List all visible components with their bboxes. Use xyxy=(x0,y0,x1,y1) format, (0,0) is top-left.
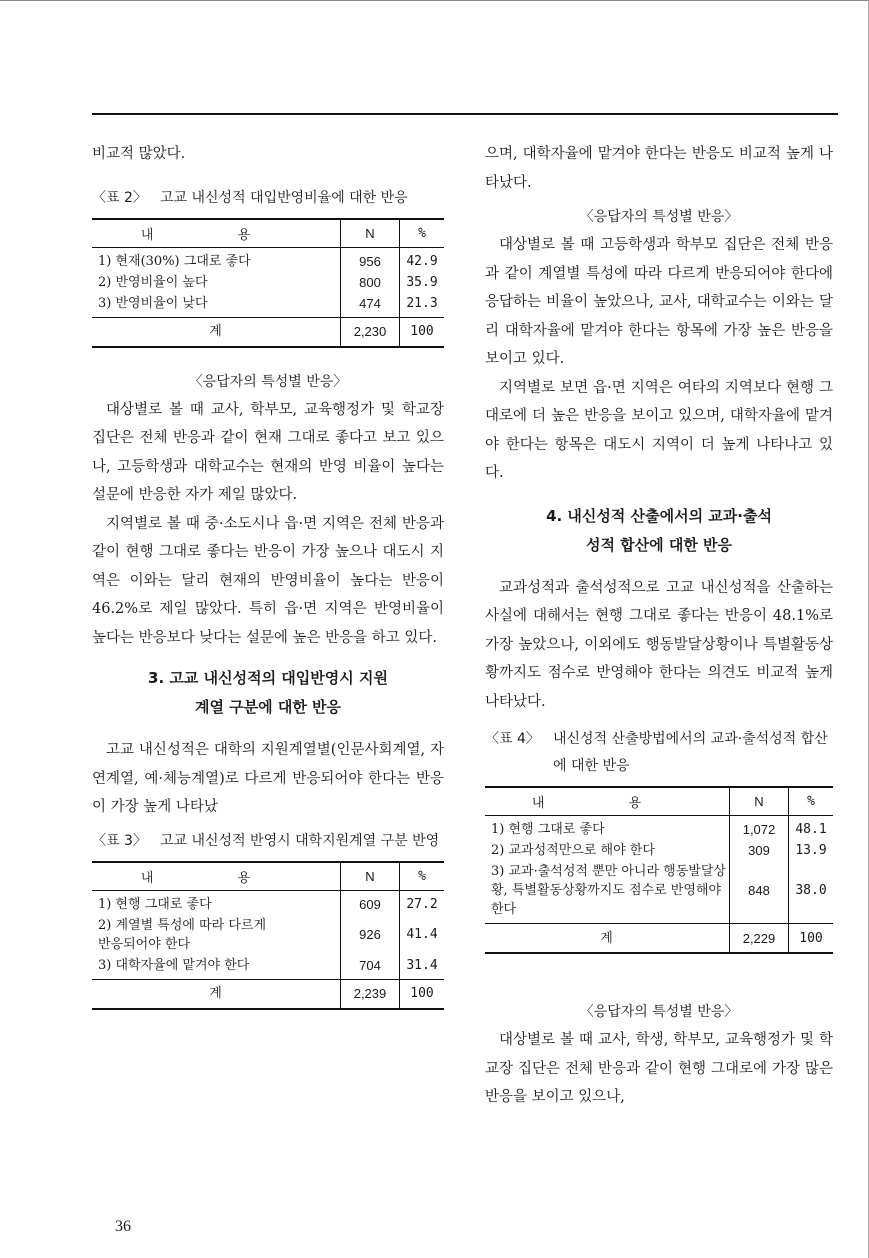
table-4-title: 내신성적 산출방법에서의 교과·출석성적 합산에 대한 반응 xyxy=(553,731,828,774)
table-row: 2) 반영비율이 높다 800 35.9 xyxy=(92,272,444,293)
table-3 xyxy=(92,861,444,1010)
table-3-header-content: 내 용 xyxy=(92,862,341,891)
table-2-header-pct: % xyxy=(400,219,445,248)
table-3-number: 〈표 3〉 xyxy=(92,832,147,849)
table-4 xyxy=(485,786,833,954)
table-4-header-pct: % xyxy=(789,787,834,816)
table-4-header-content: 내 용 xyxy=(485,787,730,816)
table-2-title: 고교 내신성적 대입반영비율에 대한 반응 xyxy=(160,189,408,206)
header-rule xyxy=(92,113,838,115)
paragraph-continuation: 비교적 많았다. xyxy=(92,146,186,162)
paragraph: 지역별로 볼 때 중·소도시나 읍·면 지역은 전체 반응과 같이 현행 그대로 좋다는 반응이 가장 높으나 대도시 지역은 이와는 달리 현재의 반영비율이 높다는 반응이 46.2%로 제일 많았다. 특히 읍·면 지역은 반영비율이 높다는 반응보다 낮다는 설문에 높은 반응을 하고 있다. xyxy=(92,515,444,646)
subheading-respondent: 〈응답자의 특성별 반응〉 xyxy=(188,373,348,390)
section-3-title-line1: 3. 고교 내신성적의 대입반영시 지원 xyxy=(148,669,388,687)
table-4-caption xyxy=(485,726,833,780)
paragraph: 교과성적과 출석성적으로 고교 내신성적을 산출하는 사실에 대해서는 현행 그대로 좋다는 반응이 48.1%로 가장 높았으나, 이외에도 행동발달상황이나 특별활동상황까지도 점수로 반영해야 한다는 의견도 비교적 높게 나타났다. xyxy=(485,579,833,710)
paragraph: 고교 내신성적은 대학의 지원계열별(인문사회계열, 자연계열, 예·체능계열)로 다르게 반응되어야 한다는 반응이 가장 높게 나타났 xyxy=(92,742,444,815)
table-row: 3) 교과·출석성적 뿐만 아니라 행동발달상황, 특별활동상황까지도 점수로 반영해야 한다 848 38.0 xyxy=(485,861,833,924)
subheading-respondent: 〈응답자의 특성별 반응〉 xyxy=(579,209,739,225)
table-3-title: 고교 내신성적 반영시 대학지원계열 구분 반영 xyxy=(160,832,440,849)
section-4-title-line1: 4. 내신성적 산출에서의 교과·출석 xyxy=(546,506,772,525)
table-2-header-content: 내 용 xyxy=(92,219,341,248)
right-column xyxy=(485,140,833,1112)
table-row: 2) 계열별 특성에 따라 다르게 반응되어야 한다 926 41.4 xyxy=(92,915,444,955)
table-2-caption xyxy=(92,185,444,212)
table-row: 2) 교과성적만으로 해야 한다 309 13.9 xyxy=(485,840,833,861)
table-row: 1) 현재(30%) 그대로 좋다 956 42.9 xyxy=(92,247,444,272)
table-sum-row: 계 2,239 100 xyxy=(92,979,444,1009)
paragraph-continuation: 으며, 대학자율에 맡겨야 한다는 반응도 비교적 높게 나타났다. xyxy=(485,146,833,191)
table-row: 3) 대학자율에 맡겨야 한다 704 31.4 xyxy=(92,955,444,980)
paragraph: 대상별로 볼 때 교사, 학부모, 교육행정가 및 학교장 집단은 전체 반응과 같이 현재 그대로 좋다고 보고 있으나, 고등학생과 대학교수는 현재의 반영 비율이 높다는 설문에 반응한 자가 제일 많았다. xyxy=(92,401,444,503)
table-row: 1) 현행 그대로 좋다 1,072 48.1 xyxy=(485,816,833,841)
table-sum-row: 계 2,229 100 xyxy=(485,924,833,954)
table-3-header-pct: % xyxy=(400,862,445,891)
table-3-caption xyxy=(92,828,444,855)
left-column xyxy=(92,140,444,1010)
paragraph: 지역별로 보면 읍·면 지역은 여타의 지역보다 현행 그대로에 더 높은 반응을 보이고 있으며, 대학자율에 맡겨야 한다는 항목은 대도시 지역이 더 높게 나타나고 있다. xyxy=(485,379,833,481)
paragraph: 대상별로 볼 때 교사, 학생, 학부모, 교육행정가 및 학교장 집단은 전체 반응과 같이 현행 그대로에 가장 많은 반응을 보이고 있으나, xyxy=(485,1032,833,1105)
table-2 xyxy=(92,218,444,348)
paragraph: 대상별로 볼 때 고등학생과 학부모 집단은 전체 반응과 같이 계열별 특성에 따라 다르게 반응되어야 한다에 응답하는 비율이 높았으나, 교사, 대학교수는 이와는 달리 대학자율에 맡겨야 한다는 항목에 가장 높은 반응을 보이고 있다. xyxy=(485,237,833,367)
section-4-title-line2: 성적 합산에 대한 반응 xyxy=(585,535,733,554)
page-top-edge xyxy=(0,0,869,1)
table-2-header-n: N xyxy=(341,219,400,248)
table-sum-row: 계 2,230 100 xyxy=(92,317,444,347)
table-3-header-n: N xyxy=(341,862,400,891)
table-4-header-n: N xyxy=(730,787,789,816)
table-4-number: 〈표 4〉 xyxy=(485,731,540,747)
table-row: 1) 현행 그대로 좋다 609 27.2 xyxy=(92,890,444,915)
section-3-title-line2: 계열 구분에 대한 반응 xyxy=(194,698,342,716)
table-row: 3) 반영비율이 낮다 474 21.3 xyxy=(92,293,444,318)
page-number: 36 xyxy=(115,1218,131,1235)
table-2-number: 〈표 2〉 xyxy=(92,189,147,206)
subheading-respondent: 〈응답자의 특성별 반응〉 xyxy=(579,1004,739,1020)
